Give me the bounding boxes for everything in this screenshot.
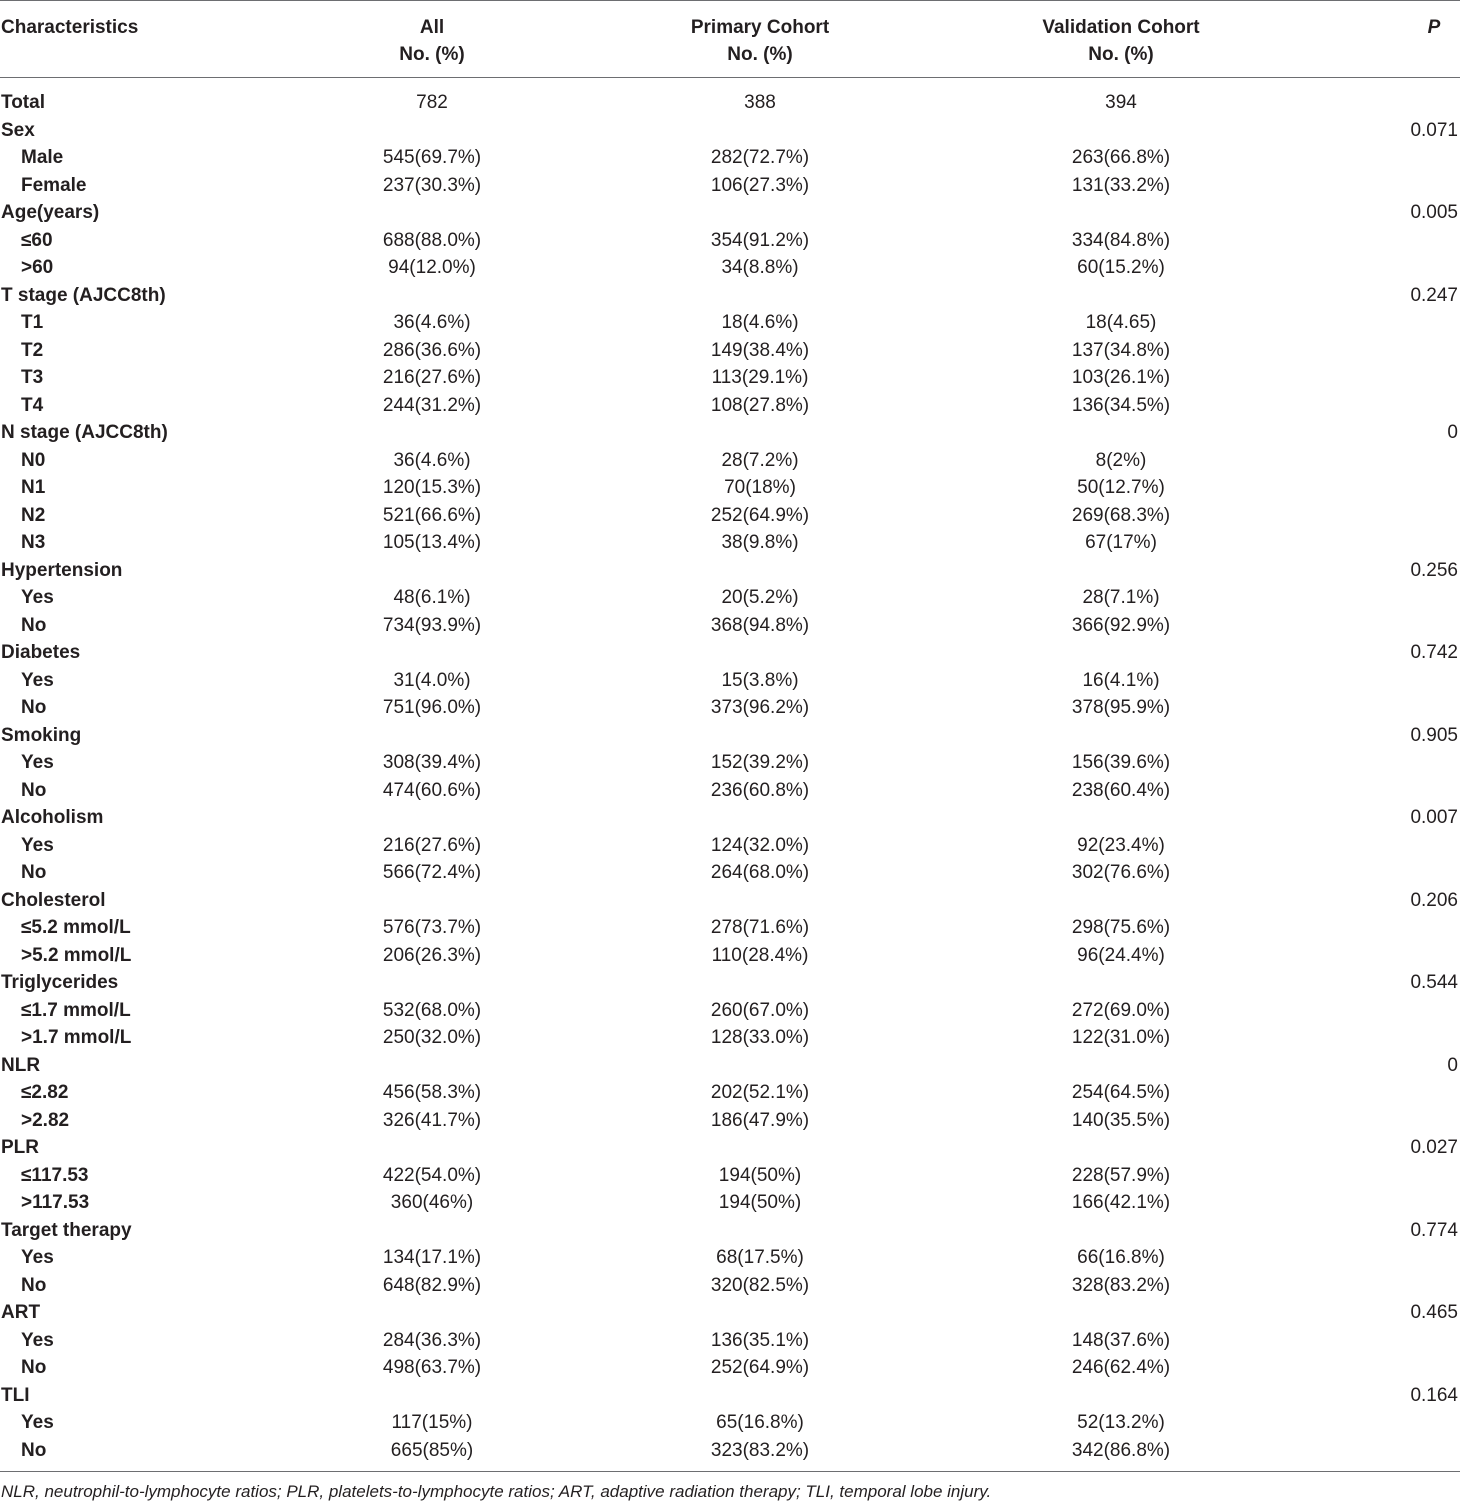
table-row xyxy=(0,722,1460,750)
cell-primary-cohort: 236(60.8%) xyxy=(710,779,810,801)
header-p-label: P xyxy=(1427,17,1441,38)
cell-validation-cohort: 166(42.1%) xyxy=(1071,1192,1171,1213)
cell-p-value: 0 xyxy=(1447,1054,1458,1076)
cell-all: 576(73.7%) xyxy=(382,917,482,938)
header-characteristics-label: Characteristics xyxy=(1,17,139,38)
cell-p-value: 0 xyxy=(1447,422,1458,443)
cell-validation-cohort: 298(75.6%) xyxy=(1071,917,1171,938)
table-row xyxy=(0,859,1460,887)
header-p-value xyxy=(1428,14,1441,41)
header-primary-label: Primary Cohort xyxy=(690,17,830,38)
cell-validation-cohort: 122(31.0%) xyxy=(1071,1027,1171,1048)
header-all xyxy=(399,14,464,68)
table-row xyxy=(0,117,1460,145)
cell-primary-cohort: 252(64.9%) xyxy=(710,504,810,526)
cell-all: 422(54.0%) xyxy=(382,1164,482,1186)
cell-all: 360(46%) xyxy=(390,1192,474,1213)
table-row xyxy=(0,804,1460,832)
table-top-rule xyxy=(0,0,1460,1)
table-body xyxy=(0,89,1460,1464)
table-row xyxy=(0,887,1460,915)
cell-primary-cohort: 152(39.2%) xyxy=(710,752,810,773)
row-label: Smoking xyxy=(1,724,82,746)
cell-primary-cohort: 124(32.0%) xyxy=(710,834,810,856)
cell-validation-cohort: 136(34.5%) xyxy=(1071,394,1171,416)
cell-all: 308(39.4%) xyxy=(382,752,482,773)
table-row xyxy=(0,172,1460,200)
table-row xyxy=(0,309,1460,337)
row-label: Diabetes xyxy=(1,642,81,663)
cell-p-value: 0.256 xyxy=(1410,559,1458,581)
row-label: N0 xyxy=(21,449,46,471)
cell-validation-cohort: 148(37.6%) xyxy=(1071,1329,1171,1351)
cell-validation-cohort: 96(24.4%) xyxy=(1077,944,1165,966)
cell-primary-cohort: 28(7.2%) xyxy=(721,449,799,471)
cell-all: 105(13.4%) xyxy=(382,532,482,553)
table-row xyxy=(0,1244,1460,1272)
cell-validation-cohort: 394 xyxy=(1105,92,1137,113)
table-row xyxy=(0,282,1460,310)
table-row xyxy=(0,89,1460,117)
row-label: No xyxy=(21,614,47,636)
table-row xyxy=(0,942,1460,970)
row-label: T2 xyxy=(21,339,44,361)
cell-primary-cohort: 278(71.6%) xyxy=(710,917,810,938)
cell-primary-cohort: 68(17.5%) xyxy=(716,1247,804,1268)
cell-validation-cohort: 263(66.8%) xyxy=(1071,147,1171,168)
row-label: Triglycerides xyxy=(1,972,119,993)
cell-all: 48(6.1%) xyxy=(393,587,471,608)
cell-p-value: 0.544 xyxy=(1410,972,1458,993)
table-row xyxy=(0,1079,1460,1107)
row-label: No xyxy=(21,1439,47,1461)
cell-validation-cohort: 334(84.8%) xyxy=(1071,229,1171,251)
cell-p-value: 0.007 xyxy=(1410,807,1458,828)
cell-validation-cohort: 238(60.4%) xyxy=(1071,779,1171,801)
row-label: N2 xyxy=(21,504,46,526)
table-row xyxy=(0,667,1460,695)
table-row xyxy=(0,832,1460,860)
table-row xyxy=(0,1052,1460,1080)
table-row xyxy=(0,254,1460,282)
header-validation-unit: No. (%) xyxy=(1088,44,1154,65)
row-label: >1.7 mmol/L xyxy=(21,1027,132,1048)
header-primary-cohort xyxy=(691,14,829,68)
cell-all: 250(32.0%) xyxy=(382,1027,482,1048)
row-label: Total xyxy=(1,92,45,113)
row-label: T1 xyxy=(21,312,44,333)
cell-primary-cohort: 65(16.8%) xyxy=(716,1412,804,1433)
cell-primary-cohort: 128(33.0%) xyxy=(710,1027,810,1048)
row-label: ART xyxy=(1,1302,41,1323)
cell-validation-cohort: 272(69.0%) xyxy=(1071,999,1171,1021)
table-row xyxy=(0,1134,1460,1162)
row-label: ≤2.82 xyxy=(21,1082,69,1103)
row-label: Target therapy xyxy=(1,1219,132,1241)
cell-all: 31(4.0%) xyxy=(393,669,471,691)
cell-validation-cohort: 328(83.2%) xyxy=(1071,1274,1171,1296)
table-row xyxy=(0,969,1460,997)
cell-validation-cohort: 254(64.5%) xyxy=(1071,1082,1171,1103)
row-label: >2.82 xyxy=(21,1109,70,1131)
table-row xyxy=(0,529,1460,557)
row-label: Male xyxy=(21,147,64,168)
cell-primary-cohort: 15(3.8%) xyxy=(721,669,799,691)
cell-all: 36(4.6%) xyxy=(393,312,471,333)
row-label: ≤5.2 mmol/L xyxy=(21,917,131,938)
table-row xyxy=(0,337,1460,365)
cell-primary-cohort: 149(38.4%) xyxy=(710,339,810,361)
table-bottom-rule xyxy=(0,1471,1460,1472)
cell-primary-cohort: 194(50%) xyxy=(718,1164,802,1186)
row-label: Yes xyxy=(21,1412,54,1433)
row-label: T4 xyxy=(21,394,44,416)
cell-all: 134(17.1%) xyxy=(382,1247,482,1268)
cell-primary-cohort: 136(35.1%) xyxy=(710,1329,810,1351)
cell-validation-cohort: 342(86.8%) xyxy=(1071,1439,1171,1461)
cell-primary-cohort: 106(27.3%) xyxy=(710,174,810,196)
cell-primary-cohort: 388 xyxy=(744,92,776,113)
table-row xyxy=(0,777,1460,805)
table-row xyxy=(0,364,1460,392)
cell-all: 734(93.9%) xyxy=(382,614,482,636)
cell-p-value: 0.206 xyxy=(1410,889,1458,911)
cell-primary-cohort: 113(29.1%) xyxy=(711,367,809,388)
table-row xyxy=(0,227,1460,255)
cell-validation-cohort: 8(2%) xyxy=(1095,449,1147,471)
cell-all: 498(63.7%) xyxy=(382,1357,482,1378)
cell-p-value: 0.774 xyxy=(1410,1219,1458,1241)
table-row xyxy=(0,1162,1460,1190)
header-validation-label: Validation Cohort xyxy=(1042,17,1200,38)
table-row xyxy=(0,1327,1460,1355)
cell-validation-cohort: 50(12.7%) xyxy=(1077,477,1165,498)
row-label: No xyxy=(21,697,47,718)
row-label: Cholesterol xyxy=(1,889,106,911)
table-row xyxy=(0,557,1460,585)
table-row xyxy=(0,1107,1460,1135)
row-label: TLI xyxy=(1,1384,30,1406)
row-label: N1 xyxy=(21,477,46,498)
cell-all: 474(60.6%) xyxy=(382,779,482,801)
cell-validation-cohort: 131(33.2%) xyxy=(1071,174,1171,196)
row-label: ≤117.53 xyxy=(21,1164,89,1186)
row-label: NLR xyxy=(1,1054,41,1076)
cell-all: 36(4.6%) xyxy=(393,449,471,471)
cell-primary-cohort: 202(52.1%) xyxy=(710,1082,810,1103)
cell-all: 237(30.3%) xyxy=(382,174,482,196)
row-label: N3 xyxy=(21,532,46,553)
row-label: Yes xyxy=(21,587,54,608)
cell-validation-cohort: 67(17%) xyxy=(1085,532,1157,553)
table-row xyxy=(0,1382,1460,1410)
table-row xyxy=(0,1217,1460,1245)
cell-all: 566(72.4%) xyxy=(382,862,482,883)
cell-primary-cohort: 354(91.2%) xyxy=(710,229,810,251)
cell-validation-cohort: 366(92.9%) xyxy=(1071,614,1171,636)
cell-all: 456(58.3%) xyxy=(382,1082,482,1103)
cell-validation-cohort: 103(26.1%) xyxy=(1071,367,1171,388)
cell-validation-cohort: 92(23.4%) xyxy=(1077,834,1165,856)
cell-primary-cohort: 260(67.0%) xyxy=(710,999,810,1021)
row-label: ≤60 xyxy=(21,229,53,251)
row-label: T stage (AJCC8th) xyxy=(1,284,166,306)
row-label: Yes xyxy=(21,834,54,856)
row-label: No xyxy=(21,1274,47,1296)
cell-all: 286(36.6%) xyxy=(382,339,482,361)
cell-p-value: 0.164 xyxy=(1410,1384,1458,1406)
cell-all: 751(96.0%) xyxy=(382,697,482,718)
cell-validation-cohort: 140(35.5%) xyxy=(1071,1109,1171,1131)
table-row xyxy=(0,502,1460,530)
table-row xyxy=(0,612,1460,640)
cell-all: 94(12.0%) xyxy=(388,257,476,278)
row-label: N stage (AJCC8th) xyxy=(1,422,168,443)
row-label: Yes xyxy=(21,1247,54,1268)
row-label: Yes xyxy=(21,1329,54,1351)
cell-p-value: 0.027 xyxy=(1410,1137,1458,1158)
table-footnote: NLR, neutrophil-to-lymphocyte ratios; PLR, platelets-to-lymphocyte ratios; ART, adaptive radiation therapy; TLI, temporal lobe injury. xyxy=(1,1482,992,1501)
header-characteristics xyxy=(1,14,138,41)
cell-primary-cohort: 252(64.9%) xyxy=(710,1357,810,1378)
row-label: Alcoholism xyxy=(1,807,104,828)
header-all-label: All xyxy=(419,17,445,38)
row-label: No xyxy=(21,1357,47,1378)
cell-p-value: 0.005 xyxy=(1410,202,1458,223)
cell-all: 216(27.6%) xyxy=(382,367,482,388)
cell-p-value: 0.071 xyxy=(1410,119,1458,141)
row-label: Female xyxy=(21,174,87,196)
row-label: Hypertension xyxy=(1,559,123,581)
row-label: No xyxy=(21,779,47,801)
cell-p-value: 0.742 xyxy=(1410,642,1458,663)
table-row xyxy=(0,1437,1460,1465)
cell-validation-cohort: 28(7.1%) xyxy=(1082,587,1160,608)
cell-all: 117(15%) xyxy=(391,1412,473,1433)
row-label: >5.2 mmol/L xyxy=(21,944,132,966)
cell-primary-cohort: 34(8.8%) xyxy=(721,257,799,278)
table-row xyxy=(0,392,1460,420)
table-row xyxy=(0,474,1460,502)
cell-all: 648(82.9%) xyxy=(382,1274,482,1296)
cell-primary-cohort: 110(28.4%) xyxy=(711,944,809,966)
table-row xyxy=(0,1189,1460,1217)
cell-all: 688(88.0%) xyxy=(382,229,482,251)
table-row xyxy=(0,144,1460,172)
cell-validation-cohort: 137(34.8%) xyxy=(1071,339,1171,361)
row-label: Age(years) xyxy=(1,202,100,223)
table-row xyxy=(0,1024,1460,1052)
cell-all: 665(85%) xyxy=(390,1439,474,1461)
cell-all: 326(41.7%) xyxy=(382,1109,482,1131)
table-row xyxy=(0,694,1460,722)
table-row xyxy=(0,914,1460,942)
row-label: PLR xyxy=(1,1137,39,1158)
cell-primary-cohort: 70(18%) xyxy=(724,477,796,498)
cell-validation-cohort: 228(57.9%) xyxy=(1071,1164,1171,1186)
row-label: ≤1.7 mmol/L xyxy=(21,999,131,1021)
row-label: No xyxy=(21,862,47,883)
cell-p-value: 0.465 xyxy=(1410,1302,1458,1323)
table-row xyxy=(0,584,1460,612)
cell-validation-cohort: 246(62.4%) xyxy=(1071,1357,1171,1378)
row-label: >60 xyxy=(21,257,54,278)
cell-all: 532(68.0%) xyxy=(382,999,482,1021)
cell-all: 284(36.3%) xyxy=(382,1329,482,1351)
cell-validation-cohort: 302(76.6%) xyxy=(1071,862,1171,883)
cell-all: 206(26.3%) xyxy=(382,944,482,966)
table-row xyxy=(0,639,1460,667)
table-row xyxy=(0,447,1460,475)
cell-validation-cohort: 378(95.9%) xyxy=(1071,697,1171,718)
header-primary-unit: No. (%) xyxy=(727,44,793,65)
cell-primary-cohort: 320(82.5%) xyxy=(710,1274,810,1296)
header-rule xyxy=(0,77,1460,78)
row-label: Sex xyxy=(1,119,35,141)
cell-p-value: 0.905 xyxy=(1410,724,1458,746)
table-row xyxy=(0,1272,1460,1300)
cell-primary-cohort: 18(4.6%) xyxy=(721,312,799,333)
cell-validation-cohort: 269(68.3%) xyxy=(1071,504,1171,526)
cell-validation-cohort: 156(39.6%) xyxy=(1071,752,1171,773)
cell-validation-cohort: 16(4.1%) xyxy=(1082,669,1160,691)
table-row xyxy=(0,1409,1460,1437)
cell-validation-cohort: 52(13.2%) xyxy=(1077,1412,1165,1433)
header-all-unit: No. (%) xyxy=(399,44,465,65)
cell-primary-cohort: 368(94.8%) xyxy=(710,614,810,636)
table-row xyxy=(0,199,1460,227)
cell-all: 545(69.7%) xyxy=(382,147,482,168)
cell-primary-cohort: 108(27.8%) xyxy=(710,394,810,416)
cell-primary-cohort: 323(83.2%) xyxy=(710,1439,810,1461)
row-label: Yes xyxy=(21,669,54,691)
cell-primary-cohort: 282(72.7%) xyxy=(710,147,810,168)
cell-validation-cohort: 66(16.8%) xyxy=(1077,1247,1165,1268)
cell-primary-cohort: 373(96.2%) xyxy=(710,697,810,718)
cell-validation-cohort: 60(15.2%) xyxy=(1077,257,1165,278)
row-label: >117.53 xyxy=(21,1192,90,1213)
cell-primary-cohort: 186(47.9%) xyxy=(710,1109,810,1131)
table-row xyxy=(0,419,1460,447)
row-label: Yes xyxy=(21,752,54,773)
cell-primary-cohort: 20(5.2%) xyxy=(721,587,799,608)
table-row xyxy=(0,1354,1460,1382)
cell-primary-cohort: 264(68.0%) xyxy=(710,862,810,883)
header-validation-cohort xyxy=(1042,14,1199,68)
table-row xyxy=(0,749,1460,777)
cell-all: 120(15.3%) xyxy=(382,477,482,498)
cell-all: 216(27.6%) xyxy=(382,834,482,856)
cell-validation-cohort: 18(4.65) xyxy=(1085,312,1157,333)
cell-primary-cohort: 38(9.8%) xyxy=(721,532,799,553)
cell-all: 521(66.6%) xyxy=(382,504,482,526)
table-row xyxy=(0,1299,1460,1327)
cell-p-value: 0.247 xyxy=(1410,284,1458,306)
cell-all: 244(31.2%) xyxy=(382,394,482,416)
row-label: T3 xyxy=(21,367,44,388)
cell-primary-cohort: 194(50%) xyxy=(718,1192,802,1213)
table-row xyxy=(0,997,1460,1025)
cell-all: 782 xyxy=(416,92,448,113)
